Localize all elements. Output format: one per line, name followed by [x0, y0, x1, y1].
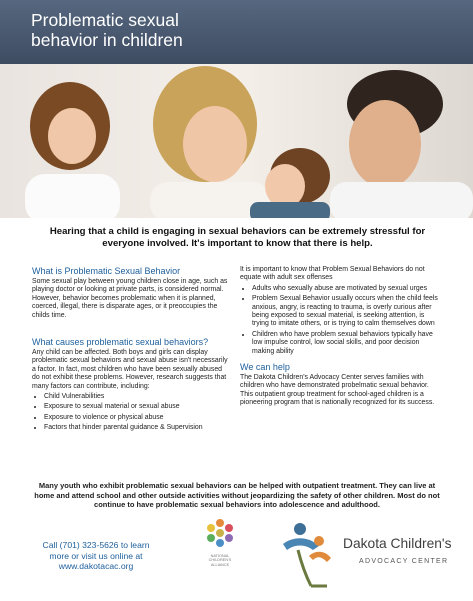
- alliance-flower-icon: [203, 517, 237, 549]
- contact-website-link[interactable]: www.dakotacac.org: [58, 561, 134, 571]
- title-line-1: Problematic sexual: [31, 10, 179, 30]
- alliance-text-1: NATIONAL: [210, 554, 230, 558]
- logo-subtitle: ADVOCACY CENTER: [359, 558, 449, 565]
- list-item: • Children who have problem sexual behaviors typically have low impulse control, low social skills, and poor decision making ability: [252, 331, 440, 356]
- section-heading-causes: What causes problematic sexual behaviors?: [32, 337, 209, 348]
- list-item: • Child Vulnerabilities: [44, 393, 229, 401]
- list-item: • Exposure to sexual material or sexual abuse: [44, 403, 229, 411]
- intro-statement: Hearing that a child is engaging in sexual behaviors can be extremely stressful for everyone involved. It's important to know that there is help.: [49, 226, 426, 249]
- national-childrens-alliance-logo: [199, 517, 241, 567]
- right-lead: It is important to know that Problem Sexual Behaviors do not equate with adult sex offenses: [240, 266, 425, 282]
- section-heading-help: We can help: [240, 362, 290, 373]
- logo-figures-icon: [279, 520, 345, 592]
- dakota-cac-logo: [279, 520, 454, 592]
- right-column: [240, 266, 440, 410]
- contact-line-2: more or visit us online at: [49, 550, 143, 561]
- logo-name: Dakota Children's: [343, 536, 452, 551]
- list-item: • Factors that hinder parental guidance & Supervision: [44, 424, 229, 432]
- closing-statement: Many youth who exhibit problematic sexual behaviors can be helped with outpatient treatment. They can live at home and attend school and other outside activities without jeopardizing the safety of other children. Most do not continue to have problematic sexual behaviors into adolescence and adulthood.: [34, 481, 440, 510]
- contact-info: [26, 540, 166, 572]
- family-photo-illustration: [0, 64, 473, 218]
- causes-list: [32, 393, 229, 433]
- section-body-causes: Any child can be affected. Both boys and girls can display problematic sexual behaviors and sexual abuse isn't necessarily a factor. In fact, most children who have been sexually abused do not exhibit these problems. However, research suggests that many factors can contribute, including:: [32, 349, 228, 390]
- section-body-help: The Dakota Children's Advocacy Center serves families with children who have demonstrated probelmatic sexual behavior. This outpatient group treatment for school-aged children is a pioneering program that is nationally recognized for its success.: [240, 374, 435, 407]
- section-body-what-is: Some sexual play between young children close in age, such as playing doctor or looking at private parts, is considered normal. However, behavior becomes problematic when it is planned, coerced, illegal, there is disparate ages, or it preoccupies the childs time.: [32, 278, 228, 319]
- list-item: • Adults who sexually abuse are motivated by sexual urges: [252, 285, 440, 293]
- page-title: [31, 10, 183, 50]
- title-line-2: behavior in children: [31, 30, 183, 50]
- alliance-text-2: CHILDREN'S: [208, 558, 232, 563]
- list-item: • Exposure to violence or physical abuse: [44, 414, 229, 422]
- header-banner: [0, 0, 473, 64]
- facts-list: [240, 285, 440, 356]
- list-item: • Problem Sexual Behavior usually occurs when the child feels anxious, angry, is reacting to trauma, is overly curious after being exposed to sexual material, is seeking attention, is trying to imitate others, or is trying to calm themselves down: [252, 295, 440, 329]
- section-heading-what-is: What is Problematic Sexual Behavior: [32, 266, 181, 276]
- family-photo: [0, 64, 473, 218]
- alliance-text-3: ALLIANCE: [210, 562, 230, 567]
- left-column: [32, 266, 229, 439]
- contact-phone[interactable]: Call (701) 323-5626 to learn: [42, 540, 150, 550]
